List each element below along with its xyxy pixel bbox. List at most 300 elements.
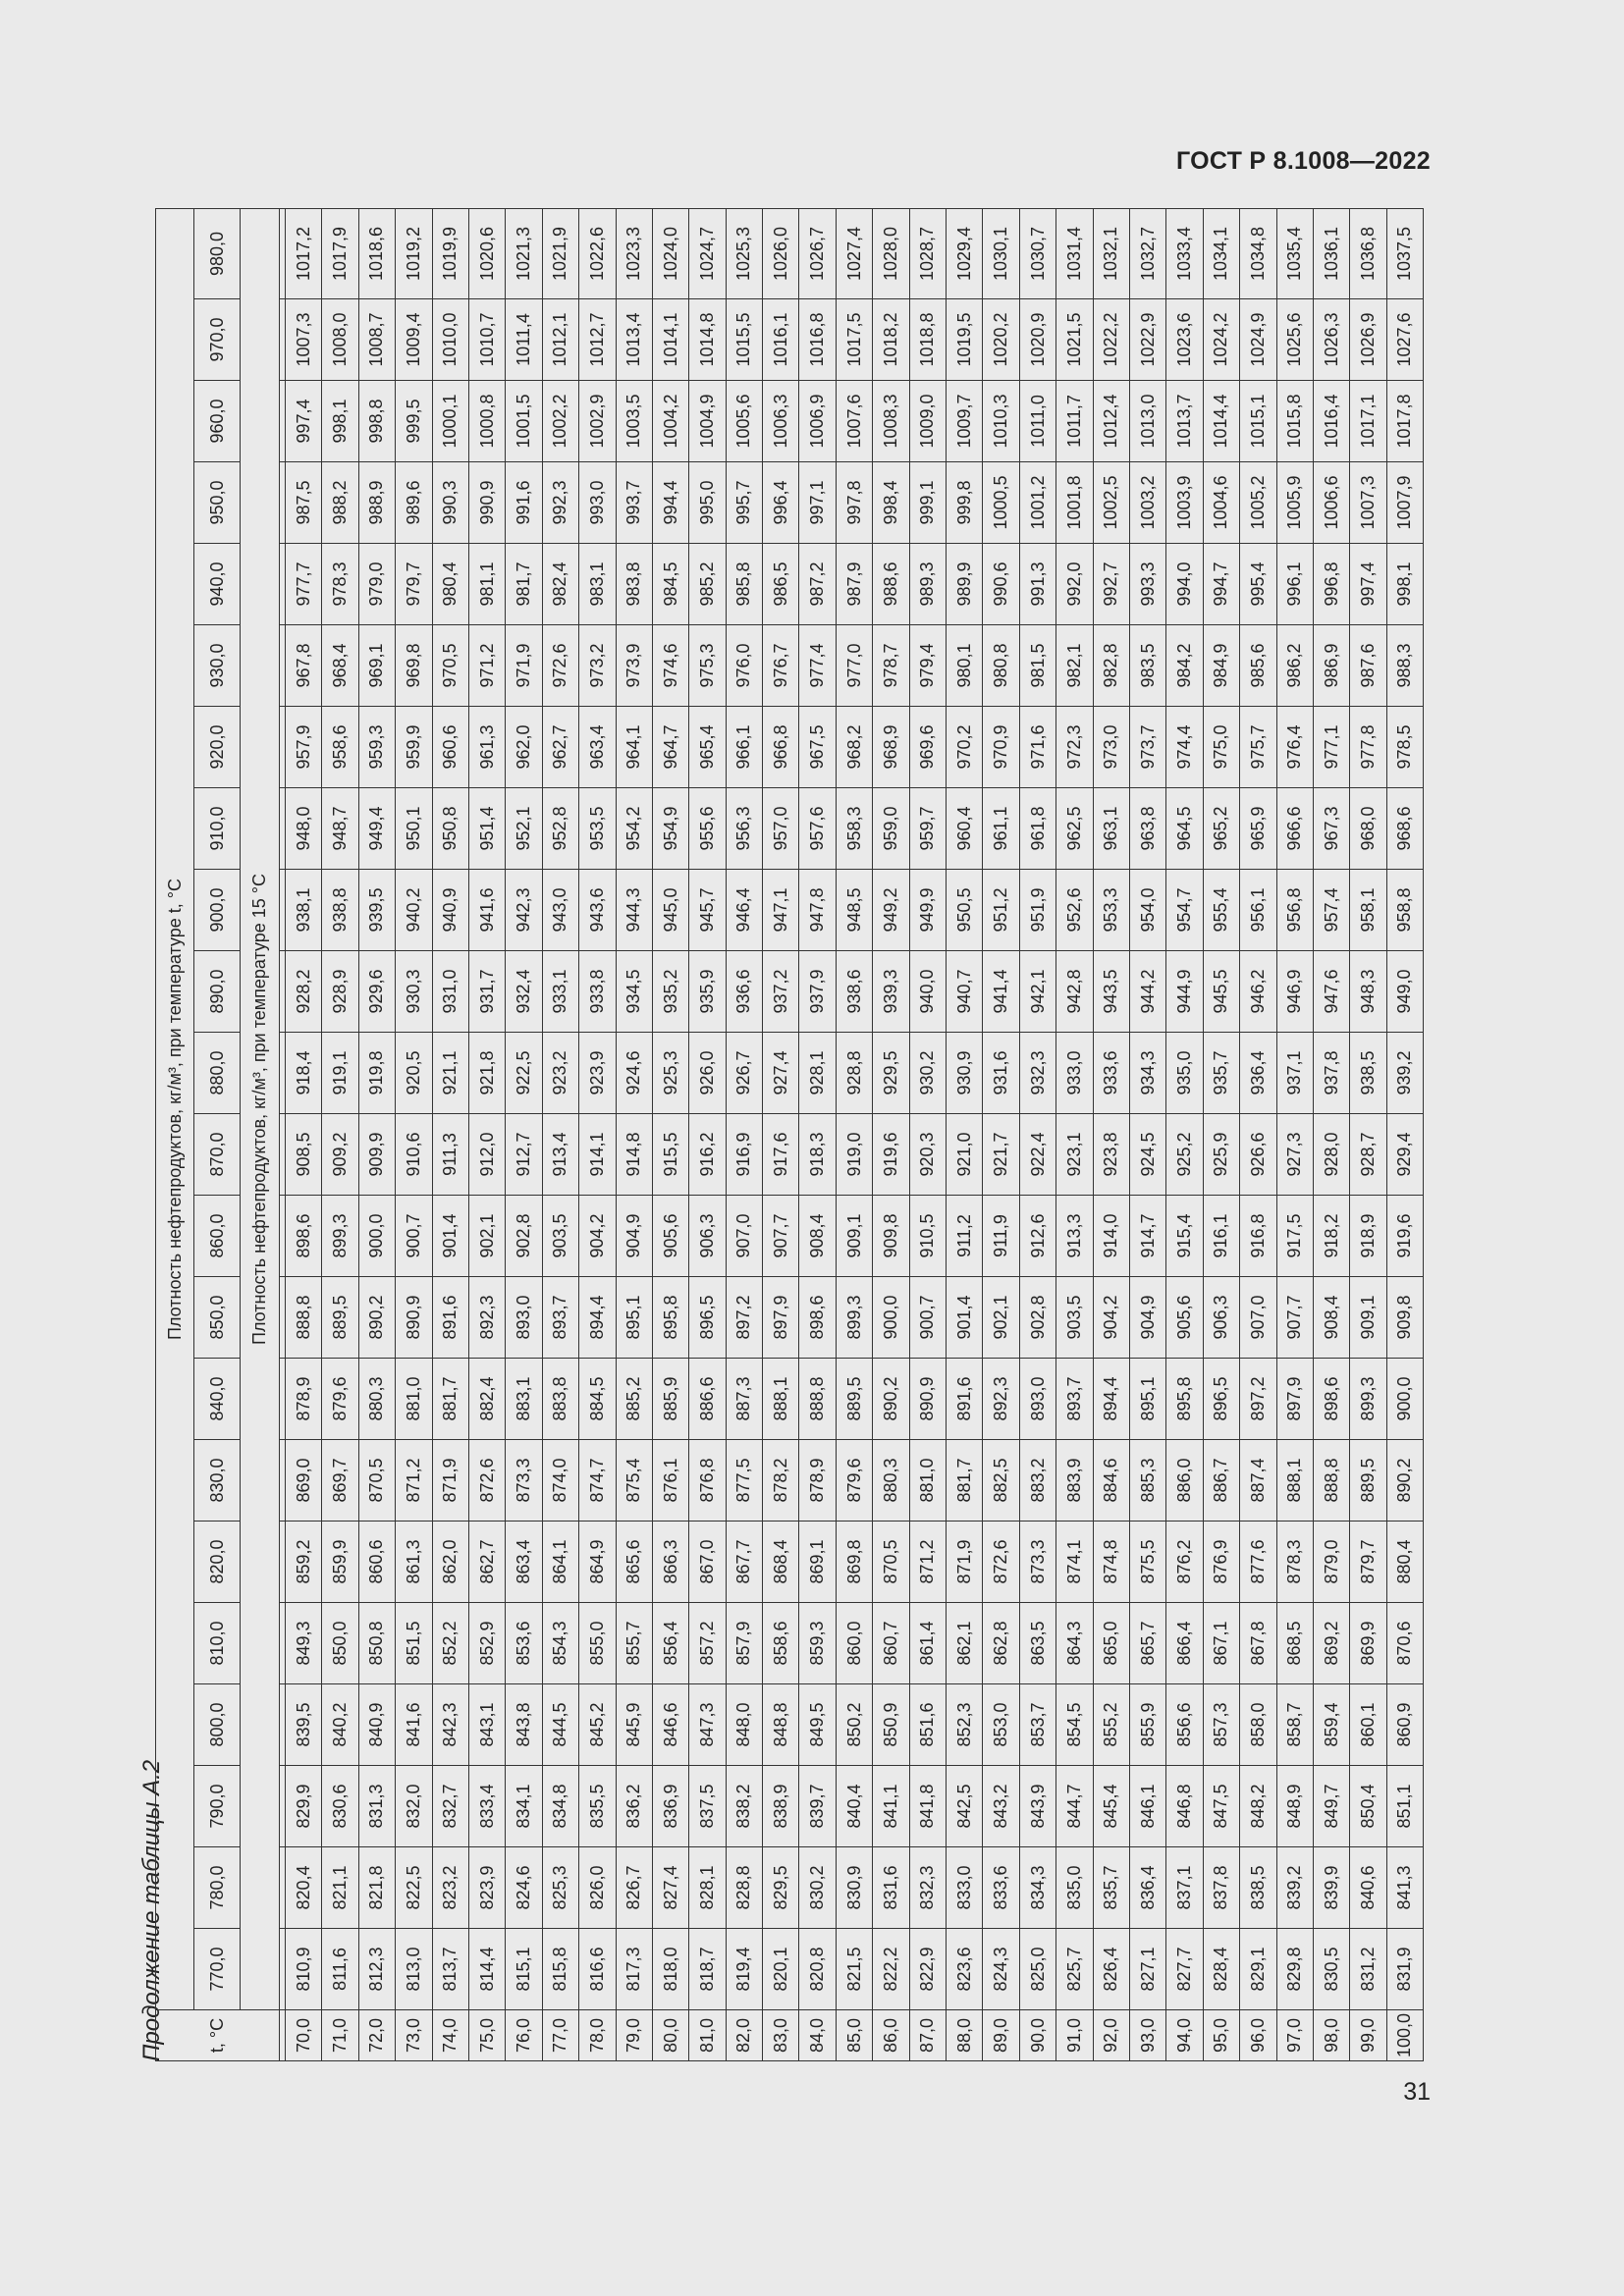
density-cell: 994,4 <box>652 462 688 544</box>
density-cell: 1020,2 <box>983 299 1019 381</box>
density-cell: 844,5 <box>542 1684 578 1766</box>
density-cell: 907,0 <box>726 1196 762 1277</box>
density-cell: 854,5 <box>1056 1684 1093 1766</box>
density-cell: 957,9 <box>286 707 322 788</box>
density-cell: 960,4 <box>947 788 983 870</box>
row-temperature: 100,0 <box>1386 2010 1423 2061</box>
density-cell: 869,8 <box>836 1522 872 1603</box>
density-cell: 968,6 <box>1386 788 1423 870</box>
density-cell: 971,6 <box>1019 707 1056 788</box>
density-cell: 813,0 <box>396 1929 432 2010</box>
density-cell: 978,3 <box>322 544 358 625</box>
density-cell: 840,4 <box>836 1766 872 1847</box>
density-cell: 966,1 <box>726 707 762 788</box>
density-cell: 965,9 <box>1240 788 1276 870</box>
density-cell: 954,9 <box>652 788 688 870</box>
density-cell: 906,3 <box>689 1196 726 1277</box>
density-cell: 860,7 <box>873 1603 909 1684</box>
density-cell: 880,3 <box>358 1359 395 1440</box>
density-cell: 821,8 <box>358 1847 395 1929</box>
density-cell: 874,0 <box>542 1440 578 1522</box>
density-cell: 1013,4 <box>616 299 652 381</box>
density-cell: 879,0 <box>1313 1522 1349 1603</box>
density-cell: 991,3 <box>1019 544 1056 625</box>
row-temperature: 72,0 <box>358 2010 395 2061</box>
density-cell: 962,7 <box>542 707 578 788</box>
density-cell: 978,5 <box>1386 707 1423 788</box>
density-cell: 831,9 <box>1386 1929 1423 2010</box>
density-cell: 870,6 <box>1386 1603 1423 1684</box>
density-cell: 916,2 <box>689 1114 726 1196</box>
density-cell: 856,4 <box>652 1603 688 1684</box>
density-cell: 1003,9 <box>1166 462 1203 544</box>
density-cell: 948,0 <box>286 788 322 870</box>
density-cell: 1024,0 <box>652 208 688 298</box>
density-cell: 935,2 <box>652 951 688 1033</box>
density-cell: 986,9 <box>1313 625 1349 707</box>
density-cell: 1030,7 <box>1019 208 1056 298</box>
density-cell: 914,7 <box>1129 1196 1165 1277</box>
table-row <box>652 208 688 2060</box>
density-cell: 1005,9 <box>1276 462 1313 544</box>
density-cell: 850,9 <box>873 1684 909 1766</box>
density-cell: 1000,8 <box>468 381 505 462</box>
column-header: 840,0 <box>194 1359 241 1440</box>
density-cell: 894,4 <box>579 1277 616 1359</box>
density-cell: 890,9 <box>396 1277 432 1359</box>
density-cell: 959,3 <box>358 707 395 788</box>
density-cell: 1025,3 <box>726 208 762 298</box>
density-cell: 988,9 <box>358 462 395 544</box>
density-cell: 1027,4 <box>836 208 872 298</box>
density-cell: 970,5 <box>432 625 468 707</box>
density-cell: 973,0 <box>1093 707 1129 788</box>
density-cell: 821,5 <box>836 1929 872 2010</box>
table-row <box>1093 208 1129 2060</box>
density-cell: 895,1 <box>1129 1359 1165 1440</box>
row-temperature: 82,0 <box>726 2010 762 2061</box>
density-cell: 828,8 <box>726 1847 762 1929</box>
density-cell: 855,2 <box>1093 1684 1129 1766</box>
density-cell: 939,2 <box>1386 1033 1423 1114</box>
density-cell: 960,6 <box>432 707 468 788</box>
density-cell: 921,1 <box>432 1033 468 1114</box>
density-cell: 841,8 <box>909 1766 946 1847</box>
density-cell: 864,9 <box>579 1522 616 1603</box>
density-cell: 849,3 <box>286 1603 322 1684</box>
density-cell: 837,8 <box>1203 1847 1239 1929</box>
density-cell: 824,6 <box>506 1847 542 1929</box>
density-cell: 879,6 <box>322 1359 358 1440</box>
density-cell: 1001,8 <box>1056 462 1093 544</box>
density-cell: 944,9 <box>1166 951 1203 1033</box>
density-cell: 986,2 <box>1276 625 1313 707</box>
table-row <box>983 208 1019 2060</box>
table-row <box>873 208 909 2060</box>
column-header: 790,0 <box>194 1766 241 1847</box>
density-cell: 912,0 <box>468 1114 505 1196</box>
density-cell: 904,9 <box>616 1196 652 1277</box>
density-cell: 1012,7 <box>579 299 616 381</box>
density-cell: 950,5 <box>947 870 983 951</box>
density-cell: 881,0 <box>909 1440 946 1522</box>
density-cell: 920,3 <box>909 1114 946 1196</box>
density-cell: 1004,2 <box>652 381 688 462</box>
density-cell: 893,7 <box>1056 1359 1093 1440</box>
density-cell: 990,6 <box>983 544 1019 625</box>
density-cell: 895,8 <box>652 1277 688 1359</box>
density-cell: 925,3 <box>652 1033 688 1114</box>
density-cell: 886,6 <box>689 1359 726 1440</box>
density-cell: 1028,7 <box>909 208 946 298</box>
density-cell: 905,6 <box>652 1196 688 1277</box>
density-cell: 1006,6 <box>1313 462 1349 544</box>
density-cell: 910,6 <box>396 1114 432 1196</box>
density-cell: 959,7 <box>909 788 946 870</box>
density-cell: 954,7 <box>1166 870 1203 951</box>
density-cell: 1005,6 <box>726 381 762 462</box>
density-cell: 895,1 <box>616 1277 652 1359</box>
density-cell: 963,1 <box>1093 788 1129 870</box>
density-cell: 894,4 <box>1093 1359 1129 1440</box>
row-temperature: 79,0 <box>616 2010 652 2061</box>
table-row <box>1166 208 1203 2060</box>
density-cell: 848,8 <box>763 1684 799 1766</box>
density-cell: 900,0 <box>1386 1359 1423 1440</box>
density-cell: 953,3 <box>1093 870 1129 951</box>
table-row <box>1203 208 1239 2060</box>
density-cell: 871,9 <box>947 1522 983 1603</box>
density-cell: 872,6 <box>983 1522 1019 1603</box>
density-cell: 909,9 <box>358 1114 395 1196</box>
density-cell: 976,0 <box>726 625 762 707</box>
density-cell: 830,5 <box>1313 1929 1349 2010</box>
density-cell: 1011,4 <box>506 299 542 381</box>
density-cell: 1019,2 <box>396 208 432 298</box>
row-temperature: 75,0 <box>468 2010 505 2061</box>
density-cell: 1023,3 <box>616 208 652 298</box>
density-cell: 1030,1 <box>983 208 1019 298</box>
row-temperature: 87,0 <box>909 2010 946 2061</box>
density-cell: 827,7 <box>1166 1929 1203 2010</box>
density-cell: 909,2 <box>322 1114 358 1196</box>
density-cell: 1010,0 <box>432 299 468 381</box>
density-cell: 896,5 <box>1203 1359 1239 1440</box>
density-cell: 867,1 <box>1203 1603 1239 1684</box>
density-cell: 1034,1 <box>1203 208 1239 298</box>
density-cell: 973,7 <box>1129 707 1165 788</box>
density-cell: 885,2 <box>616 1359 652 1440</box>
density-cell: 929,5 <box>873 1033 909 1114</box>
density-cell: 951,4 <box>468 788 505 870</box>
density-cell: 869,9 <box>1350 1603 1386 1684</box>
density-cell: 898,6 <box>799 1277 836 1359</box>
density-cell: 921,0 <box>947 1114 983 1196</box>
density-cell: 1026,9 <box>1350 299 1386 381</box>
table-row <box>726 208 762 2060</box>
density-cell: 845,2 <box>579 1684 616 1766</box>
density-cell: 951,9 <box>1019 870 1056 951</box>
table-row <box>1276 208 1313 2060</box>
density-cell: 1035,4 <box>1276 208 1313 298</box>
density-cell: 934,5 <box>616 951 652 1033</box>
density-cell: 833,6 <box>983 1847 1019 1929</box>
density-cell: 918,3 <box>799 1114 836 1196</box>
density-cell: 966,8 <box>763 707 799 788</box>
density-cell: 943,6 <box>579 870 616 951</box>
density-cell: 874,7 <box>579 1440 616 1522</box>
table-row <box>322 208 358 2060</box>
density-cell: 903,5 <box>542 1196 578 1277</box>
density-cell: 830,2 <box>799 1847 836 1929</box>
density-cell: 879,7 <box>1350 1522 1386 1603</box>
density-cell: 993,3 <box>1129 544 1165 625</box>
density-cell: 983,8 <box>616 544 652 625</box>
density-cell: 1004,9 <box>689 381 726 462</box>
page-number: 31 <box>1403 2078 1431 2106</box>
density-cell: 917,5 <box>1276 1196 1313 1277</box>
density-cell: 811,6 <box>322 1929 358 2010</box>
density-cell: 865,0 <box>1093 1603 1129 1684</box>
density-cell: 921,7 <box>983 1114 1019 1196</box>
density-cell: 852,9 <box>468 1603 505 1684</box>
density-cell: 907,7 <box>763 1196 799 1277</box>
density-cell: 822,9 <box>909 1929 946 2010</box>
density-cell: 1022,6 <box>579 208 616 298</box>
density-cell: 1021,5 <box>1056 299 1093 381</box>
density-cell: 901,4 <box>947 1277 983 1359</box>
density-cell: 899,3 <box>836 1277 872 1359</box>
density-cell: 1009,0 <box>909 381 946 462</box>
density-cell: 870,5 <box>873 1522 909 1603</box>
density-cell: 977,0 <box>836 625 872 707</box>
density-cell: 945,0 <box>652 870 688 951</box>
density-cell: 912,7 <box>506 1114 542 1196</box>
density-cell: 983,1 <box>579 544 616 625</box>
density-cell: 998,1 <box>322 381 358 462</box>
density-cell: 869,0 <box>286 1440 322 1522</box>
density-cell: 973,9 <box>616 625 652 707</box>
density-cell: 988,3 <box>1386 625 1423 707</box>
density-cell: 847,5 <box>1203 1766 1239 1847</box>
density-cell: 911,9 <box>983 1196 1019 1277</box>
table-row <box>836 208 872 2060</box>
density-cell: 927,4 <box>763 1033 799 1114</box>
row-temperature: 86,0 <box>873 2010 909 2061</box>
density-cell: 930,3 <box>396 951 432 1033</box>
density-cell: 902,8 <box>506 1196 542 1277</box>
density-cell: 990,9 <box>468 462 505 544</box>
table-row <box>1386 208 1423 2060</box>
density-cell: 874,1 <box>1056 1522 1093 1603</box>
density-cell: 876,8 <box>689 1440 726 1522</box>
density-cell: 977,7 <box>286 544 322 625</box>
density-cell: 827,1 <box>1129 1929 1165 2010</box>
density-cell: 868,4 <box>763 1522 799 1603</box>
row-temperature: 74,0 <box>432 2010 468 2061</box>
density-cell: 891,6 <box>432 1277 468 1359</box>
density-cell: 1002,5 <box>1093 462 1129 544</box>
density-cell: 1020,6 <box>468 208 505 298</box>
density-cell: 907,0 <box>1240 1277 1276 1359</box>
density-cell: 992,7 <box>1093 544 1129 625</box>
density-cell: 1008,0 <box>322 299 358 381</box>
density-cell: 909,8 <box>1386 1277 1423 1359</box>
header-density-at-15: Плотность нефтепродуктов, кг/м³, при температуре 15 °C <box>241 208 280 2009</box>
density-cell: 923,1 <box>1056 1114 1093 1196</box>
density-cell: 1005,2 <box>1240 462 1276 544</box>
density-cell: 874,8 <box>1093 1522 1129 1603</box>
density-cell: 1018,2 <box>873 299 909 381</box>
column-header: 890,0 <box>194 951 241 1033</box>
density-cell: 966,6 <box>1276 788 1313 870</box>
density-cell: 835,5 <box>579 1766 616 1847</box>
table-row <box>1019 208 1056 2060</box>
density-cell: 878,9 <box>799 1440 836 1522</box>
density-cell: 998,4 <box>873 462 909 544</box>
density-cell: 880,4 <box>1386 1522 1423 1603</box>
density-cell: 1018,8 <box>909 299 946 381</box>
density-cell: 817,3 <box>616 1929 652 2010</box>
density-cell: 940,7 <box>947 951 983 1033</box>
density-cell: 1014,8 <box>689 299 726 381</box>
density-cell: 989,3 <box>909 544 946 625</box>
density-cell: 972,3 <box>1056 707 1093 788</box>
density-cell: 995,4 <box>1240 544 1276 625</box>
density-cell: 974,4 <box>1166 707 1203 788</box>
density-cell: 878,3 <box>1276 1522 1313 1603</box>
density-cell: 842,5 <box>947 1766 983 1847</box>
density-cell: 899,3 <box>1350 1359 1386 1440</box>
density-cell: 833,4 <box>468 1766 505 1847</box>
density-cell: 859,2 <box>286 1522 322 1603</box>
density-cell: 940,2 <box>396 870 432 951</box>
density-cell: 836,2 <box>616 1766 652 1847</box>
density-cell: 840,6 <box>1350 1847 1386 1929</box>
density-cell: 987,6 <box>1350 625 1386 707</box>
row-temperature: 73,0 <box>396 2010 432 2061</box>
density-cell: 848,0 <box>726 1684 762 1766</box>
density-cell: 967,5 <box>799 707 836 788</box>
density-cell: 984,2 <box>1166 625 1203 707</box>
density-cell: 948,7 <box>322 788 358 870</box>
density-cell: 1031,4 <box>1056 208 1093 298</box>
density-cell: 865,6 <box>616 1522 652 1603</box>
density-cell: 977,1 <box>1313 707 1349 788</box>
header-density-at-t: Плотность нефтепродуктов, кг/м³, при температуре t, °C <box>156 208 194 2009</box>
density-cell: 980,1 <box>947 625 983 707</box>
density-cell: 900,7 <box>396 1196 432 1277</box>
density-cell: 826,4 <box>1093 1929 1129 2010</box>
density-cell: 989,9 <box>947 544 983 625</box>
density-cell: 950,8 <box>432 788 468 870</box>
density-cell: 882,5 <box>983 1440 1019 1522</box>
density-cell: 987,2 <box>799 544 836 625</box>
density-cell: 820,1 <box>763 1929 799 2010</box>
density-cell: 967,3 <box>1313 788 1349 870</box>
document-code: ГОСТ Р 8.1008—2022 <box>1175 147 1431 175</box>
density-cell: 818,7 <box>689 1929 726 2010</box>
density-cell: 1015,1 <box>1240 381 1276 462</box>
density-cell: 965,4 <box>689 707 726 788</box>
density-cell: 1003,2 <box>1129 462 1165 544</box>
density-cell: 1006,9 <box>799 381 836 462</box>
density-cell: 989,6 <box>396 462 432 544</box>
density-cell: 1001,5 <box>506 381 542 462</box>
density-cell: 866,4 <box>1166 1603 1203 1684</box>
row-temperature: 77,0 <box>542 2010 578 2061</box>
density-cell: 903,5 <box>1056 1277 1093 1359</box>
density-cell: 898,6 <box>286 1196 322 1277</box>
density-cell: 937,9 <box>799 951 836 1033</box>
density-cell: 873,3 <box>506 1440 542 1522</box>
density-cell: 975,0 <box>1203 707 1239 788</box>
density-cell: 982,1 <box>1056 625 1093 707</box>
density-cell: 890,2 <box>1386 1440 1423 1522</box>
density-cell: 919,6 <box>1386 1196 1423 1277</box>
row-temperature: 93,0 <box>1129 2010 1165 2061</box>
density-cell: 921,8 <box>468 1033 505 1114</box>
density-cell: 925,9 <box>1203 1114 1239 1196</box>
density-cell: 945,5 <box>1203 951 1239 1033</box>
density-cell: 964,1 <box>616 707 652 788</box>
density-cell: 936,6 <box>726 951 762 1033</box>
density-cell: 929,6 <box>358 951 395 1033</box>
table-row <box>616 208 652 2060</box>
density-cell: 875,5 <box>1129 1522 1165 1603</box>
density-cell: 959,0 <box>873 788 909 870</box>
table-row <box>763 208 799 2060</box>
density-cell: 1002,2 <box>542 381 578 462</box>
density-cell: 1007,3 <box>1350 462 1386 544</box>
density-cell: 852,3 <box>947 1684 983 1766</box>
density-cell: 853,7 <box>1019 1684 1056 1766</box>
density-cell: 820,4 <box>286 1847 322 1929</box>
density-cell: 1016,8 <box>799 299 836 381</box>
density-cell: 962,0 <box>506 707 542 788</box>
density-cell: 884,5 <box>579 1359 616 1440</box>
row-temperature: 78,0 <box>579 2010 616 2061</box>
density-cell: 1017,1 <box>1350 381 1386 462</box>
density-cell: 829,9 <box>286 1766 322 1847</box>
density-cell: 889,5 <box>1350 1440 1386 1522</box>
density-cell: 851,6 <box>909 1684 946 1766</box>
density-cell: 837,1 <box>1166 1847 1203 1929</box>
density-cell: 890,2 <box>873 1359 909 1440</box>
row-temperature: 96,0 <box>1240 2010 1276 2061</box>
density-cell: 878,9 <box>286 1359 322 1440</box>
density-cell: 923,9 <box>579 1033 616 1114</box>
density-cell: 979,4 <box>909 625 946 707</box>
density-cell: 876,9 <box>1203 1522 1239 1603</box>
density-cell: 867,7 <box>726 1522 762 1603</box>
density-cell: 931,0 <box>432 951 468 1033</box>
density-cell: 957,4 <box>1313 870 1349 951</box>
density-cell: 969,6 <box>909 707 946 788</box>
table-row <box>1350 208 1386 2060</box>
density-cell: 1036,8 <box>1350 208 1386 298</box>
density-cell: 952,8 <box>542 788 578 870</box>
density-cell: 878,2 <box>763 1440 799 1522</box>
table-row <box>506 208 542 2060</box>
density-cell: 908,4 <box>1313 1277 1349 1359</box>
density-cell: 948,3 <box>1350 951 1386 1033</box>
density-cell: 871,9 <box>432 1440 468 1522</box>
density-cell: 918,2 <box>1313 1196 1349 1277</box>
density-cell: 940,9 <box>432 870 468 951</box>
density-cell: 996,1 <box>1276 544 1313 625</box>
density-cell: 905,6 <box>1166 1277 1203 1359</box>
